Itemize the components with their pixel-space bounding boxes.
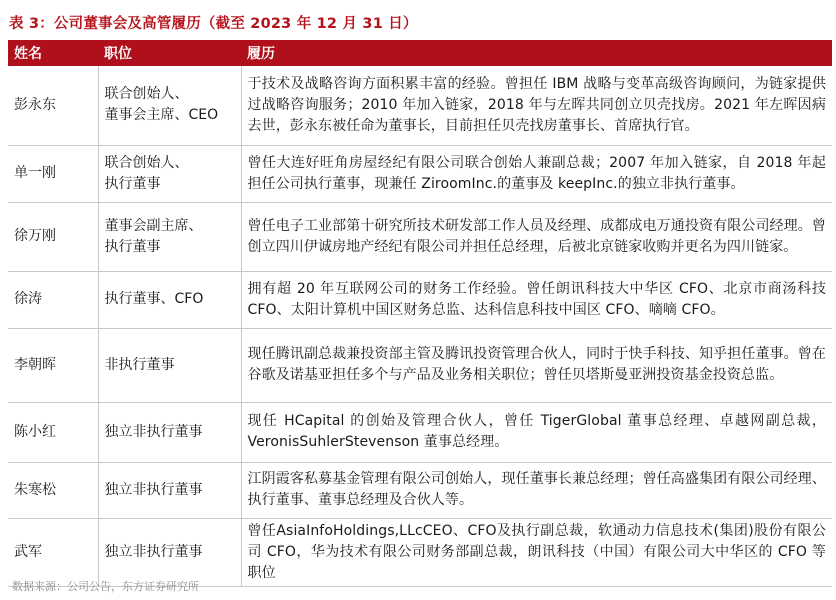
row-name: 武军 xyxy=(8,518,98,586)
row-position xyxy=(98,145,241,202)
row-position xyxy=(98,271,241,328)
position-line: 独立非执行董事 xyxy=(104,481,203,498)
position-line: 非执行董事 xyxy=(104,356,175,373)
row-name: 彭永东 xyxy=(8,66,98,145)
table-title: 表 3：公司董事会及高管履历（截至 2023 年 12 月 31 日） xyxy=(9,16,418,32)
row-resume: 曾任大连好旺角房屋经纪有限公司联合创始人兼副总裁；2007 年加入链家，自 2018 年起担任公司执行董事，现兼任 ZiroomInc.的董事及 keepInc.的独立非执行董事。 xyxy=(241,145,832,202)
row-resume: 江阴霞客私募基金管理有限公司创始人，现任董事长兼总经理；曾任高盛集团有限公司经理、执行董事、董事总经理及合伙人等。 xyxy=(241,462,832,518)
position-line: 独立非执行董事 xyxy=(104,423,203,440)
table-row xyxy=(8,462,832,518)
row-resume: 现任腾讯副总裁兼投资部主管及腾讯投资管理合伙人，同时于快手科技、知乎担任董事。曾在谷歌及诺基亚担任多个与产品及业务相关职位；曾任贝塔斯曼亚洲投资基金投资总监。 xyxy=(241,328,832,402)
position-line: 执行董事 xyxy=(104,175,161,192)
row-position xyxy=(98,518,241,586)
row-resume: 曾任电子工业部第十研究所技术研发部工作人员及经理、成都成电万通投资有限公司经理。曾创立四川伊诚房地产经纪有限公司并担任总经理，后被北京链家收购并更名为四川链家。 xyxy=(241,202,832,271)
board-members-table xyxy=(8,40,832,587)
position-line: 联合创始人、 xyxy=(104,86,189,103)
row-resume: 曾任AsiaInfoHoldings,LLcCEO、CFO及执行副总裁，软通动力信息技术(集团)股份有限公司 CFO，华为技术有限公司财务部副总裁，朗讯科技（中国）有限公司大中华区的 CFO 等职位 xyxy=(241,518,832,586)
row-name: 徐万刚 xyxy=(8,202,98,271)
table-row xyxy=(8,328,832,402)
position-line: 董事会副主席、 xyxy=(104,217,203,234)
row-name: 单一刚 xyxy=(8,145,98,202)
table-row xyxy=(8,145,832,202)
table-row xyxy=(8,271,832,328)
row-resume: 拥有超 20 年互联网公司的财务工作经验。曾任朗讯科技大中华区 CFO、北京市商汤科技 CFO、太阳计算机中国区财务总监、达科信息科技中国区 CFO、嘀嘀 CFO。 xyxy=(241,271,832,328)
position-line: 联合创始人、 xyxy=(104,154,189,171)
header-name: 姓名 xyxy=(8,40,98,66)
row-name: 李朝晖 xyxy=(8,328,98,402)
position-line: 执行董事、CFO xyxy=(104,291,204,307)
table-row xyxy=(8,518,832,586)
header-resume: 履历 xyxy=(241,40,832,66)
position-line: 独立非执行董事 xyxy=(104,543,203,560)
row-name: 徐涛 xyxy=(8,271,98,328)
position-line: 执行董事 xyxy=(104,238,161,255)
row-resume: 于技术及战略咨询方面积累丰富的经验。曾担任 IBM 战略与变革高级咨询顾问，为链家提供过战略咨询服务；2010 年加入链家，2018 年与左晖共同创立贝壳找房。2021 年左晖因病去世，彭永东被任命为董事长，目前担任贝壳找房董事长、首席执行官。 xyxy=(241,66,832,145)
row-name: 朱寒松 xyxy=(8,462,98,518)
table-row xyxy=(8,402,832,462)
table-row xyxy=(8,202,832,271)
table-header-row xyxy=(8,40,832,66)
row-position xyxy=(98,328,241,402)
row-resume: 现任 HCapital 的创始及管理合伙人，曾任 TigerGlobal 董事总经理、卓越网副总裁，VeronisSuhlerStevenson 董事总经理。 xyxy=(241,402,832,462)
row-position xyxy=(98,402,241,462)
row-position xyxy=(98,66,241,145)
data-source-note: 数据来源：公司公告，东方证券研究所 xyxy=(12,580,199,593)
row-position xyxy=(98,202,241,271)
table-row xyxy=(8,66,832,145)
row-name: 陈小红 xyxy=(8,402,98,462)
header-position: 职位 xyxy=(98,40,241,66)
position-line: 董事会主席、CEO xyxy=(104,107,219,124)
row-position xyxy=(98,462,241,518)
